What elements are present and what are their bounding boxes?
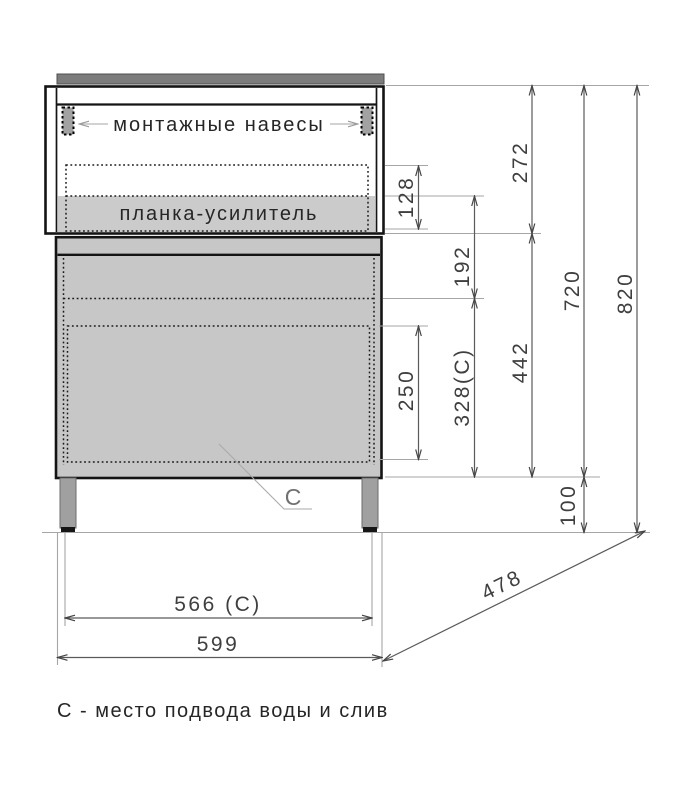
dim-328c-text: 328(C) xyxy=(451,347,474,427)
leg-right xyxy=(362,478,378,528)
countertop xyxy=(57,74,384,84)
dim-566c-text: 566 (C) xyxy=(174,593,262,616)
dim-820-text: 820 xyxy=(614,271,637,315)
dim-128-text: 128 xyxy=(395,175,418,219)
leg-foot-right xyxy=(363,527,377,532)
dim-192-text: 192 xyxy=(451,244,474,288)
c-marker-label: C xyxy=(284,484,302,510)
dim-442-text: 442 xyxy=(509,340,532,384)
dim-272-text: 272 xyxy=(509,140,532,184)
mounting-hangers-label: монтажные навесы xyxy=(113,114,325,136)
cabinet-front-view xyxy=(42,74,650,533)
mounting-hanger-right xyxy=(362,108,373,135)
dim-100-text: 100 xyxy=(557,483,580,527)
lower-section-drawer xyxy=(56,237,382,478)
reinforcement-strip-label: планка-усилитель xyxy=(119,203,319,225)
dim-250-text: 250 xyxy=(395,368,418,412)
mounting-hanger-left xyxy=(63,108,74,135)
dim-720-text: 720 xyxy=(561,268,584,312)
dim-478-text: 478 xyxy=(477,565,527,605)
dim-599-text: 599 xyxy=(196,633,240,656)
drawing-caption: С - место подвода воды и слив xyxy=(57,700,389,722)
leg-foot-left xyxy=(61,527,75,532)
dim-line-478-depth xyxy=(383,531,645,661)
leg-left xyxy=(60,478,76,528)
